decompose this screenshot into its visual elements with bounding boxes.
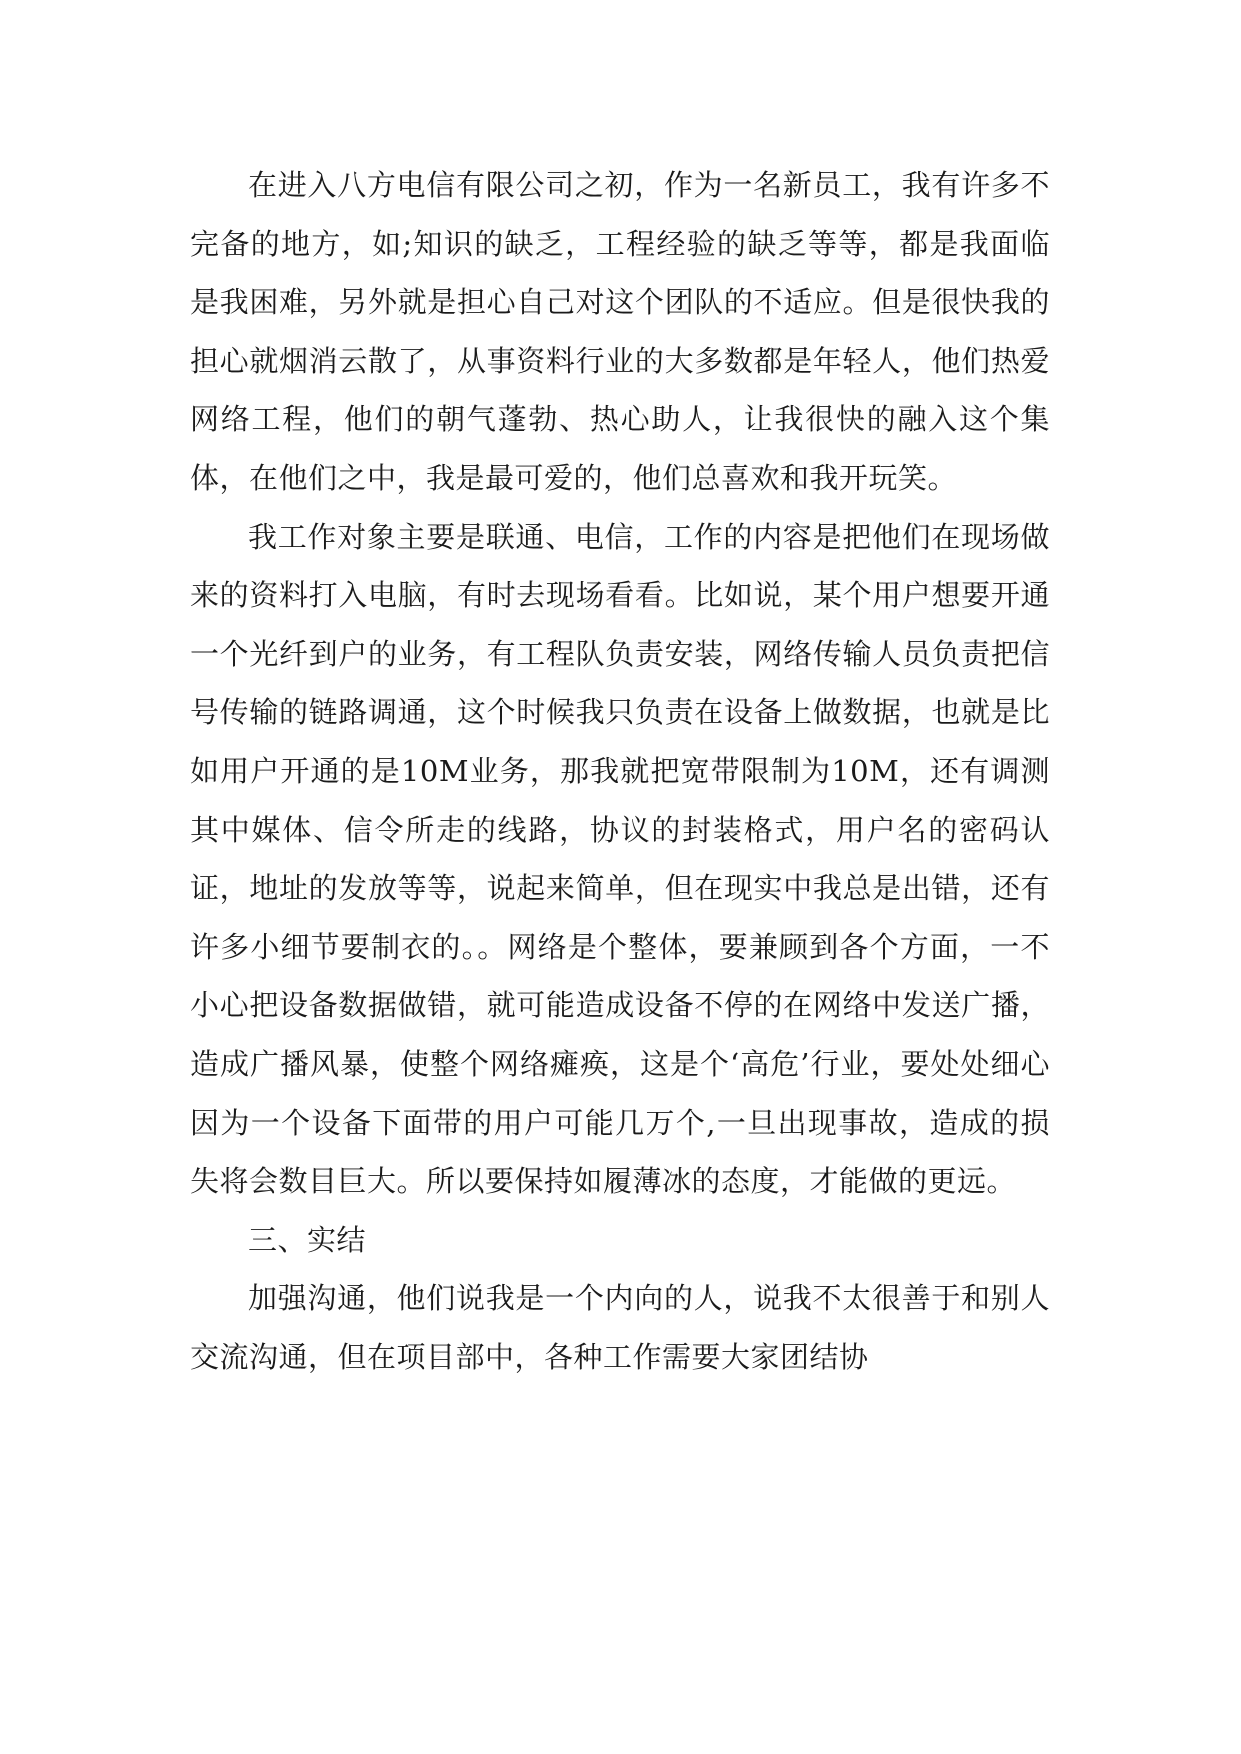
paragraph-work: 我工作对象主要是联通、电信，工作的内容是把他们在现场做来的资料打入电脑，有时去现场看看。比如说，某个用户想要开通一个光纤到户的业务，有工程队负责安装，网络传输人员负责把信号传输的链路调通，这个时候我只负责在设备上做数据，也就是比如用户开通的是10M业务，那我就把宽带限制为10M，还有调测其中媒体、信令所走的线路，协议的封装格式，用户名的密码认证，地址的发放等等，说起来简单，但在现实中我总是出错，还有许多小细节要制衣的。。网络是个整体，要兼顾到各个方面，一不小心把设备数据做错，就可能造成设备不停的在网络中发送广播，造成广播风暴，使整个网络瘫痪，这是个‘高危’行业，要处处细心因为一个设备下面带的用户可能几万个,一旦出现事故，造成的损失将会数目巨大。所以要保持如履薄冰的态度，才能做的更远。 — [190, 519, 1050, 1199]
document-body — [190, 156, 1050, 1386]
section-heading: 三、实结 — [248, 1222, 367, 1257]
paragraph-closing: 加强沟通，他们说我是一个内向的人，说我不太很善于和别人交流沟通，但在项目部中，各种工作需要大家团结协 — [190, 1281, 1050, 1374]
paragraph-intro: 在进入八方电信有限公司之初，作为一名新员工，我有许多不完备的地方，如;知识的缺乏，工程经验的缺乏等等，都是我面临是我困难，另外就是担心自己对这个团队的不适应。但是很快我的担心就烟消云散了，从事资料行业的大多数都是年轻人，他们热爱网络工程，他们的朝气蓬勃、热心助人，让我很快的融入这个集体，在他们之中，我是最可爱的，他们总喜欢和我开玩笑。 — [190, 168, 1050, 495]
